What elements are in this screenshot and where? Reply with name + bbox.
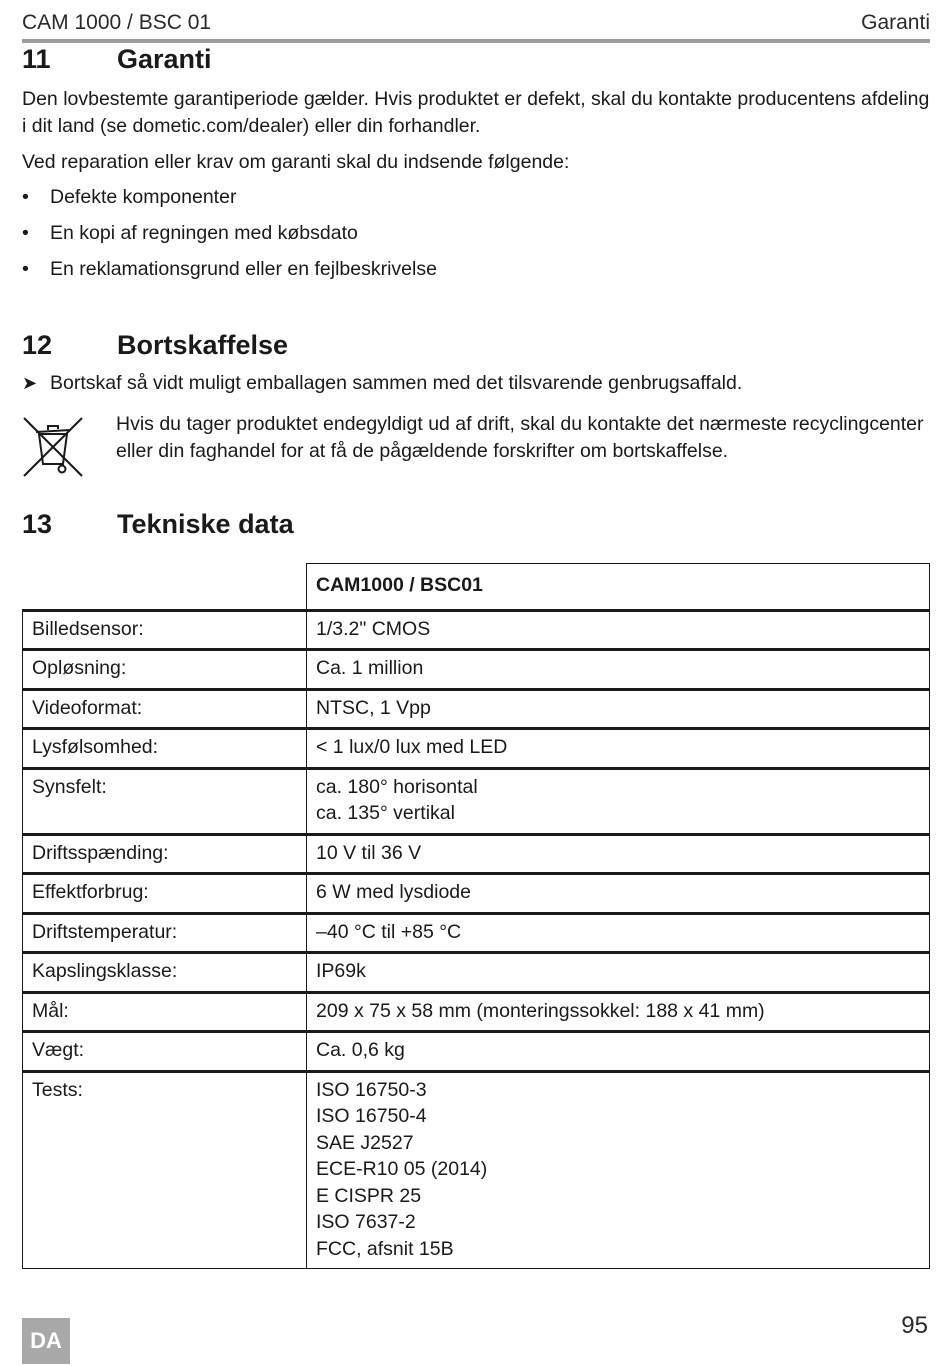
table-value-line: ca. 135° vertikal xyxy=(316,802,455,824)
table-row xyxy=(23,610,930,650)
table-row xyxy=(23,953,930,993)
table-row-label: Opløsning: xyxy=(23,650,307,690)
arrow-icon: ➤ xyxy=(22,373,38,393)
table-row-value xyxy=(307,913,930,953)
section-heading-garanti xyxy=(22,44,212,75)
table-value-line: ISO 7637-2 xyxy=(316,1211,416,1233)
table-row-value xyxy=(307,650,930,690)
table-row-value xyxy=(307,1032,930,1072)
table-header-blank xyxy=(23,564,307,611)
table-value-line: 209 x 75 x 58 mm (monteringssokkel: 188 x 41 mm) xyxy=(316,999,765,1022)
section-heading-bortskaffelse xyxy=(22,330,288,361)
table-row-label: Driftstemperatur: xyxy=(23,913,307,953)
table-row xyxy=(23,1032,930,1072)
table-row xyxy=(23,992,930,1032)
garanti-intro: Ved reparation eller krav om garanti skal du indsende følgende: xyxy=(22,151,570,173)
table-row-label: Mål: xyxy=(23,992,307,1032)
bullet-icon: • xyxy=(22,222,29,244)
garanti-paragraph: Den lovbestemte garantiperiode gælder. Hvis produktet er defekt, skal du kontakte producentens afdeling i dit land (se dometic.com/dealer) eller din forhandler. xyxy=(22,88,930,137)
table-row-value xyxy=(307,729,930,769)
section-title: Bortskaffelse xyxy=(117,330,289,360)
table-row-label: Driftsspænding: xyxy=(23,834,307,874)
table-header-row xyxy=(23,564,930,611)
table-value-line: ECE-R10 05 (2014) xyxy=(316,1158,488,1180)
table-value-line: Ca. 1 million xyxy=(316,657,424,679)
list-item-text: En reklamationsgrund eller en fejlbeskrivelse xyxy=(50,258,437,280)
section-number: 13 xyxy=(22,509,53,539)
table-value-line: 6 W med lysdiode xyxy=(316,881,471,903)
crossed-out-wheelie-bin-icon xyxy=(22,414,86,482)
table-value-line: E CISPR 25 xyxy=(316,1184,422,1207)
list-item xyxy=(22,222,358,245)
table-row-label: Vægt: xyxy=(23,1032,307,1072)
section-heading-tekniske xyxy=(22,509,294,540)
table-row-label: Billedsensor: xyxy=(23,610,307,650)
list-item-text: Defekte komponenter xyxy=(50,186,237,208)
table-row-label: Effektforbrug: xyxy=(23,874,307,914)
section-number: 12 xyxy=(22,330,53,360)
table-row xyxy=(23,729,930,769)
table-value-line: Ca. 0,6 kg xyxy=(316,1039,405,1061)
table-row-label: Synsfelt: xyxy=(23,768,307,834)
section-title: Garanti xyxy=(117,44,212,74)
table-row-value xyxy=(307,834,930,874)
table-row xyxy=(23,650,930,690)
table-row-label: Videoformat: xyxy=(23,689,307,729)
page-number: 95 xyxy=(901,1312,928,1339)
table-value-line: SAE J2527 xyxy=(316,1131,414,1154)
table-value-line: 10 V til 36 V xyxy=(316,841,422,864)
page-header xyxy=(22,6,930,40)
table-row-label: Tests: xyxy=(23,1071,307,1269)
header-chapter: Garanti xyxy=(861,11,930,34)
table-value-line: FCC, afsnit 15B xyxy=(316,1237,454,1260)
table-row xyxy=(23,768,930,834)
table-row-value xyxy=(307,992,930,1032)
table-row xyxy=(23,834,930,874)
table-row-value xyxy=(307,689,930,729)
table-value-line: ISO 16750-4 xyxy=(316,1105,427,1127)
bullet-icon: • xyxy=(22,186,29,208)
table-row-value xyxy=(307,768,930,834)
table-row-value xyxy=(307,1071,930,1269)
instruction-line xyxy=(22,372,742,395)
table-value-line: < 1 lux/0 lux med LED xyxy=(316,736,508,758)
language-badge: DA xyxy=(22,1318,70,1364)
table-row-label: Kapslingsklasse: xyxy=(23,953,307,993)
table-value-line: –40 °C til +85 °C xyxy=(316,920,462,943)
header-rule xyxy=(22,39,930,43)
table-column-header: CAM1000 / BSC01 xyxy=(307,564,930,611)
table-value-line: 1/3.2" CMOS xyxy=(316,617,431,640)
section-number: 11 xyxy=(22,44,51,74)
instruction-text: Bortskaf så vidt muligt emballagen sammen med det tilsvarende genbrugsaffald. xyxy=(50,372,743,394)
table-row xyxy=(23,913,930,953)
table-value-line: ISO 16750-3 xyxy=(316,1078,427,1101)
table-value-line: IP69k xyxy=(316,960,366,982)
list-item xyxy=(22,186,236,209)
technical-data-table xyxy=(22,563,930,1269)
list-item-text: En kopi af regningen med købsdato xyxy=(50,222,358,244)
table-row-label: Lysfølsomhed: xyxy=(23,729,307,769)
table-value-line: ca. 180° horisontal xyxy=(316,775,478,798)
table-value-line: NTSC, 1 Vpp xyxy=(316,696,431,719)
bullet-icon: • xyxy=(22,258,29,280)
header-product: CAM 1000 / BSC 01 xyxy=(22,11,212,34)
table-row-value xyxy=(307,610,930,650)
table-row xyxy=(23,1071,930,1269)
section-title: Tekniske data xyxy=(117,509,294,539)
table-row xyxy=(23,874,930,914)
table-row xyxy=(23,689,930,729)
list-item xyxy=(22,258,437,281)
table-row-value xyxy=(307,953,930,993)
disposal-paragraph: Hvis du tager produktet endegyldigt ud af drift, skal du kontakte det nærmeste recyclingcenter eller din faghandel for at få de pågældende forskrifter om bortskaffelse. xyxy=(116,413,924,462)
table-row-value xyxy=(307,874,930,914)
